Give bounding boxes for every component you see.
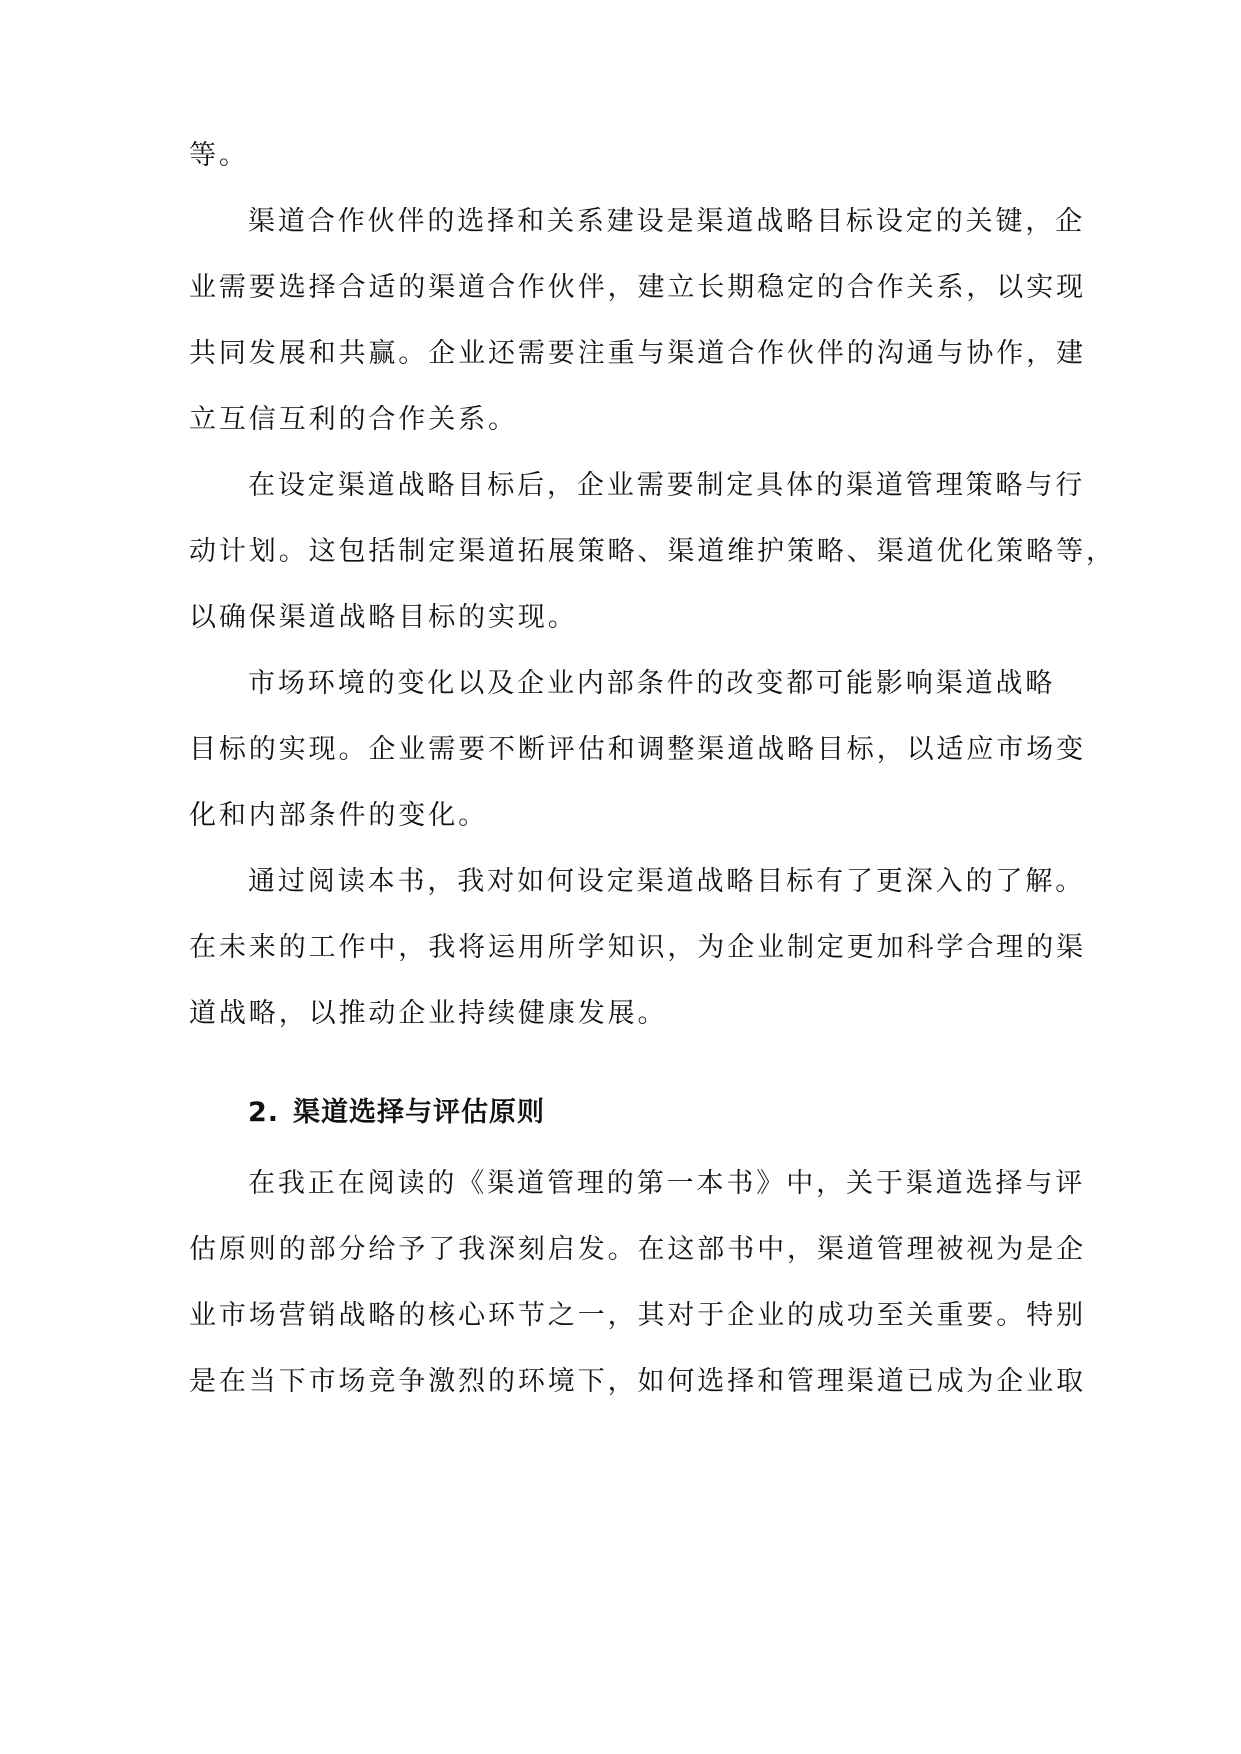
section-title: 渠道选择与评估原则 (293, 1097, 546, 1128)
paragraph-line: 等。 (189, 140, 249, 171)
paragraph-line: 估原则的部分给予了我深刻启发。在这部书中，渠道管理被视为是企 (189, 1234, 1086, 1265)
paragraph-line: 在设定渠道战略目标后，企业需要制定具体的渠道管理策略与行 (248, 470, 1086, 501)
paragraph-line: 业需要选择合适的渠道合作伙伴，建立长期稳定的合作关系，以实现 (189, 272, 1086, 303)
paragraph-line: 渠道合作伙伴的选择和关系建设是渠道战略目标设定的关键，企 (248, 206, 1086, 237)
paragraph-line: 在我正在阅读的《渠道管理的第一本书》中，关于渠道选择与评 (248, 1168, 1086, 1199)
paragraph-line: 立互信互利的合作关系。 (189, 404, 518, 435)
paragraph-line: 是在当下市场竞争激烈的环境下，如何选择和管理渠道已成为企业取 (189, 1366, 1086, 1397)
paragraph-line: 道战略，以推动企业持续健康发展。 (189, 998, 668, 1029)
paragraph-line: 市场环境的变化以及企业内部条件的改变都可能影响渠道战略 (248, 668, 1056, 699)
paragraph-line: 通过阅读本书，我对如何设定渠道战略目标有了更深入的了解。 (248, 866, 1086, 897)
section-number: 2. (248, 1097, 280, 1128)
paragraph-line: 动计划。这包括制定渠道拓展策略、渠道维护策略、渠道优化策略等， (189, 536, 1116, 567)
paragraph-line: 业市场营销战略的核心环节之一，其对于企业的成功至关重要。特别 (189, 1300, 1086, 1331)
paragraph-line: 化和内部条件的变化。 (189, 800, 488, 831)
paragraph-line: 以确保渠道战略目标的实现。 (189, 602, 578, 633)
paragraph-line: 共同发展和共赢。企业还需要注重与渠道合作伙伴的沟通与协作，建 (189, 338, 1086, 369)
paragraph-line: 在未来的工作中，我将运用所学知识，为企业制定更加科学合理的渠 (189, 932, 1086, 963)
section-heading (248, 1093, 545, 1133)
paragraph-line: 目标的实现。企业需要不断评估和调整渠道战略目标，以适应市场变 (189, 734, 1086, 765)
